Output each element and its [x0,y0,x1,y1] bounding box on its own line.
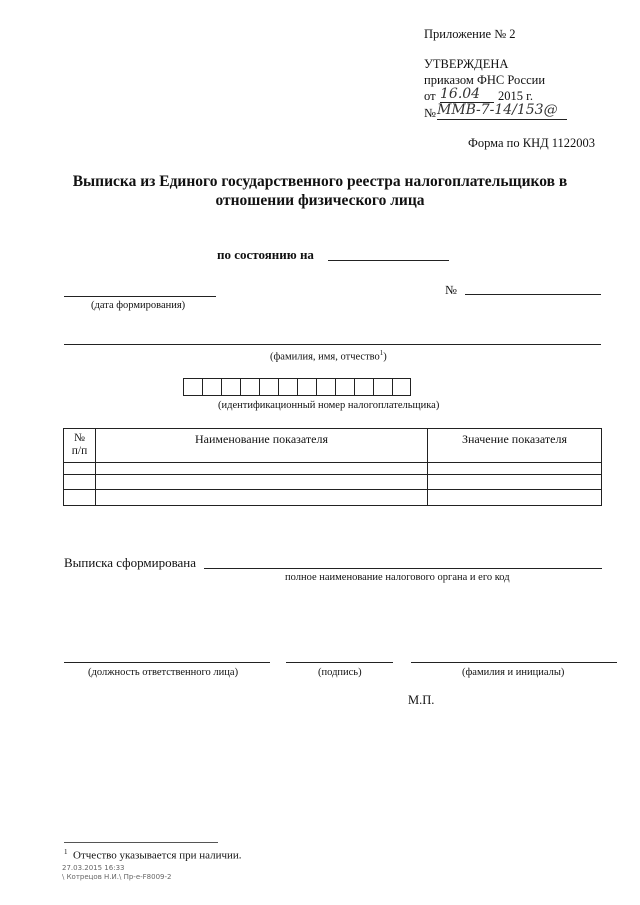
order-number-handwritten: ММВ-7-14/153@ [437,102,558,118]
extract-number-field[interactable] [465,294,601,295]
column-name-header: Наименование показателя [96,429,428,463]
appendix-number: Приложение № 2 [424,27,516,41]
inn-digit-box[interactable] [297,378,316,396]
inn-digit-box[interactable] [373,378,392,396]
inn-digit-box[interactable] [240,378,259,396]
responsible-name-field[interactable] [411,662,617,663]
inn-digit-box[interactable] [202,378,221,396]
inn-digit-box[interactable] [316,378,335,396]
approved-label: УТВЕРЖДЕНА [424,57,509,71]
signature-field[interactable] [286,662,393,663]
formation-date-caption: (дата формирования) [91,300,186,311]
name-caption: (фамилия и инициалы) [462,667,565,678]
inn-digit-box[interactable] [259,378,278,396]
responsible-position-field[interactable] [64,662,270,663]
table-cell[interactable] [428,463,602,475]
column-number-header: № п/п [64,429,96,463]
column-value-header: Значение показателя [428,429,602,463]
footnote-separator [64,842,218,843]
order-number-prefix: № [424,106,436,120]
full-name-caption: (фамилия, имя, отчество$^1$) [270,349,387,363]
order-date-year: 2015 г. [498,89,533,103]
inn-digit-box[interactable] [354,378,373,396]
table-cell[interactable] [64,490,96,506]
inn-digit-box[interactable] [335,378,354,396]
table-cell[interactable] [96,463,428,475]
margin-note-file: \ Котрецов Н.И.\ Пр-е-F8009-2 [62,873,172,881]
inn-digit-box[interactable] [221,378,240,396]
table-cell[interactable] [96,490,428,506]
full-name-field[interactable] [64,344,601,345]
stamp-place: М.П. [408,693,435,707]
table-cell[interactable] [64,475,96,490]
footnote: $^1$ Отчество указывается при наличии. [64,848,242,862]
table-row [64,490,602,506]
inn-digit-box[interactable] [392,378,411,396]
inn-caption: (идентификационный номер налогоплательщика) [218,400,440,411]
table-cell[interactable] [428,475,602,490]
document-title-line2: отношении физического лица [215,192,425,209]
formed-by-label: Выписка сформирована [64,555,197,570]
table-row [64,475,602,490]
order-number-line [437,119,567,120]
inn-digit-box[interactable] [183,378,202,396]
order-label: приказом ФНС России [424,73,546,87]
table-row [64,463,602,475]
formation-date-field[interactable] [64,296,216,297]
extract-number-label: № [445,283,457,297]
margin-note-timestamp: 27.03.2015 16:33 [62,864,125,872]
table-cell[interactable] [428,490,602,506]
tax-authority-caption: полное наименование налогового органа и его код [285,572,510,583]
as-of-date-field[interactable] [328,260,449,261]
document-title-line1: Выписка из Единого государственного реестра налогоплательщиков в [72,173,568,190]
table-cell[interactable] [64,463,96,475]
order-date-prefix: от [424,89,436,103]
indicators-table [63,428,602,506]
signature-caption: (подпись) [318,667,362,678]
tax-authority-field[interactable] [204,568,602,569]
as-of-label: по состоянию на [217,247,314,262]
inn-digit-box[interactable] [278,378,297,396]
form-code: Форма по КНД 1122003 [468,136,596,150]
inn-boxes[interactable] [183,378,411,396]
order-date-handwritten: 16.04 [440,86,481,102]
table-cell[interactable] [96,475,428,490]
position-caption: (должность ответственного лица) [88,667,239,678]
